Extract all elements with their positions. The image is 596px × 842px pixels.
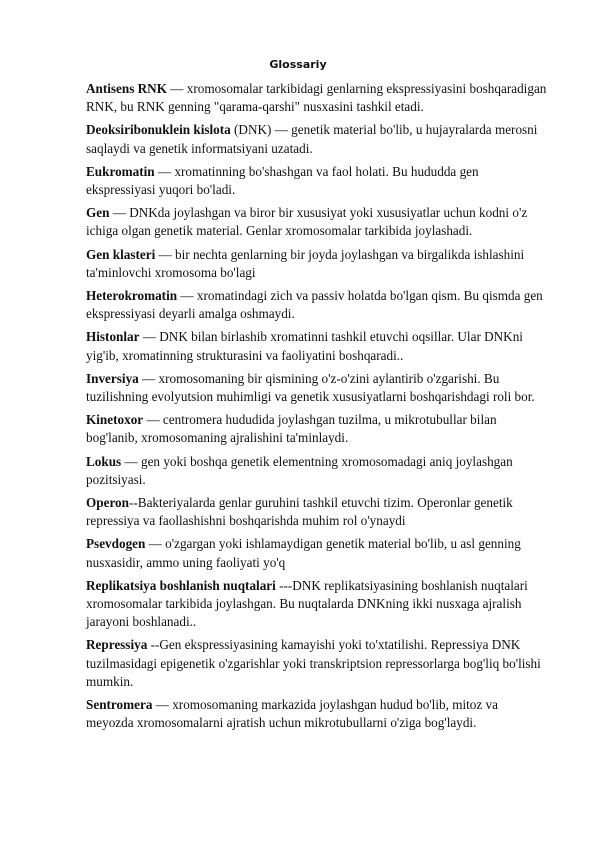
glossary-term: Replikatsiya boshlanish nuqtalari	[86, 577, 276, 593]
glossary-entry	[86, 494, 548, 530]
glossary-term: Psevdogen	[86, 536, 146, 552]
glossary-term: Antisens RNK	[86, 81, 167, 96]
glossary-entry	[86, 246, 548, 282]
glossary-definition: — xromosomaning markazida joylashgan hudud bo'lib, mitoz va meyozda xromosomalarni ajratish uchun mikrotubullarni o'ziga bog'laydi.	[86, 697, 498, 731]
glossary-entry	[86, 453, 548, 489]
glossary-term: Sentromera	[86, 697, 153, 713]
glossary-term: Lokus	[86, 453, 122, 469]
glossary-definition: — bir nechta genlarning bir joyda joylashgan va birgalikda ishlashini ta'minlovchi xromosoma bo'lagi	[86, 246, 525, 280]
glossary-term: Gen	[86, 205, 110, 221]
glossary-term: Inversiya	[86, 370, 139, 386]
glossary-definition: — xromatinning bo'shashgan va faol holati. Bu hududda gen ekspressiyasi yuqori bo'ladi.	[86, 163, 479, 198]
glossary-entry	[86, 535, 548, 571]
glossary-definition: — DNKda joylashgan va biror bir xususiyat yoki xususiyatlar uchun kodni o'z ichiga olgan genetik material. Genlar xromosomalar tarkibida joylashadi.	[86, 205, 528, 239]
glossary-definition: — xromatindagi zich va passiv holatda bo'lgan qism. Bu qismda gen ekspressiyasi deyarli amalga oshmaydi.	[86, 288, 543, 322]
glossary-definition: (DNK) — genetik material bo'lib, u hujayralarda merosni saqlaydi va genetik informatsiyani uzatadi.	[86, 122, 538, 156]
glossary-entry	[86, 163, 548, 199]
glossary-term: Heterokromatin	[86, 288, 178, 304]
glossary-definition: — DNK bilan birlashib xromatinni tashkil etuvchi oqsillar. Ular DNKni yig'ib, xromatinning strukturasini va faoliyatini boshqaradi..	[86, 329, 523, 363]
glossary-entry	[86, 411, 548, 447]
glossary-entry	[86, 328, 548, 364]
glossary-term: Deoksiribonuklein kislota	[86, 122, 231, 138]
glossary-definition: ---DNK replikatsiyasining boshlanish nuqtalari xromosomalar tarkibida joylashgan. Bu nuqtalarda DNKning ikki nusxaga ajralish jarayoni boshlanadi..	[86, 577, 528, 630]
glossary-entry	[86, 204, 548, 240]
glossary-entry	[86, 121, 548, 157]
glossary-list	[86, 80, 548, 738]
glossary-term: Histonlar	[86, 329, 140, 345]
glossary-entry	[86, 80, 548, 116]
glossary-term: Operon	[86, 495, 129, 511]
glossary-definition: --Gen ekspressiyasining kamayishi yoki to'xtatilishi. Repressiya DNK tuzilmasidagi epigenetik o'zgarishlar yoki transkriptsion repressorlarga bog'liq bo'lishi mumkin.	[86, 637, 541, 689]
glossary-entry	[86, 287, 548, 323]
glossary-definition: --Bakteriyalarda genlar guruhini tashkil etuvchi tizim. Operonlar genetik repressiya va faollashishni boshqarishda muhim rol o'ynaydi	[86, 495, 513, 529]
glossary-entry	[86, 696, 548, 732]
glossary-term: Eukromatin	[86, 163, 155, 179]
glossary-entry	[86, 577, 548, 632]
glossary-definition: — centromera hududida joylashgan tuzilma, u mikrotubullar bilan bog'lanib, xromosomaning ajralishini ta'minlaydi.	[86, 412, 497, 446]
page-title: Glossariy	[269, 58, 327, 71]
glossary-term: Kinetoxor	[86, 412, 144, 428]
glossary-definition: — o'zgargan yoki ishlamaydigan genetik material bo'lib, u asl genning nusxasidir, ammo uning faoliyati yo'q	[86, 536, 521, 570]
glossary-term: Repressiya	[86, 637, 148, 653]
glossary-definition: — gen yoki boshqa genetik elementning xromosomadagi aniq joylashgan pozitsiyasi.	[86, 453, 513, 487]
glossary-entry	[86, 636, 548, 691]
glossary-definition: — xromosomalar tarkibidagi genlarning ekspressiyasini boshqaradigan RNK, bu RNK genning "qarama-qarshi" nusxasini tashkil etadi.	[86, 81, 547, 115]
glossary-entry	[86, 370, 548, 406]
glossary-definition: — xromosomaning bir qismining o'z-o'zini aylantirib o'zgarishi. Bu tuzilishning evolyutsion muhimligi va genetik xususiyatlarni boshqarishdagi roli bor.	[86, 370, 535, 405]
glossary-term: Gen klasteri	[86, 246, 156, 262]
